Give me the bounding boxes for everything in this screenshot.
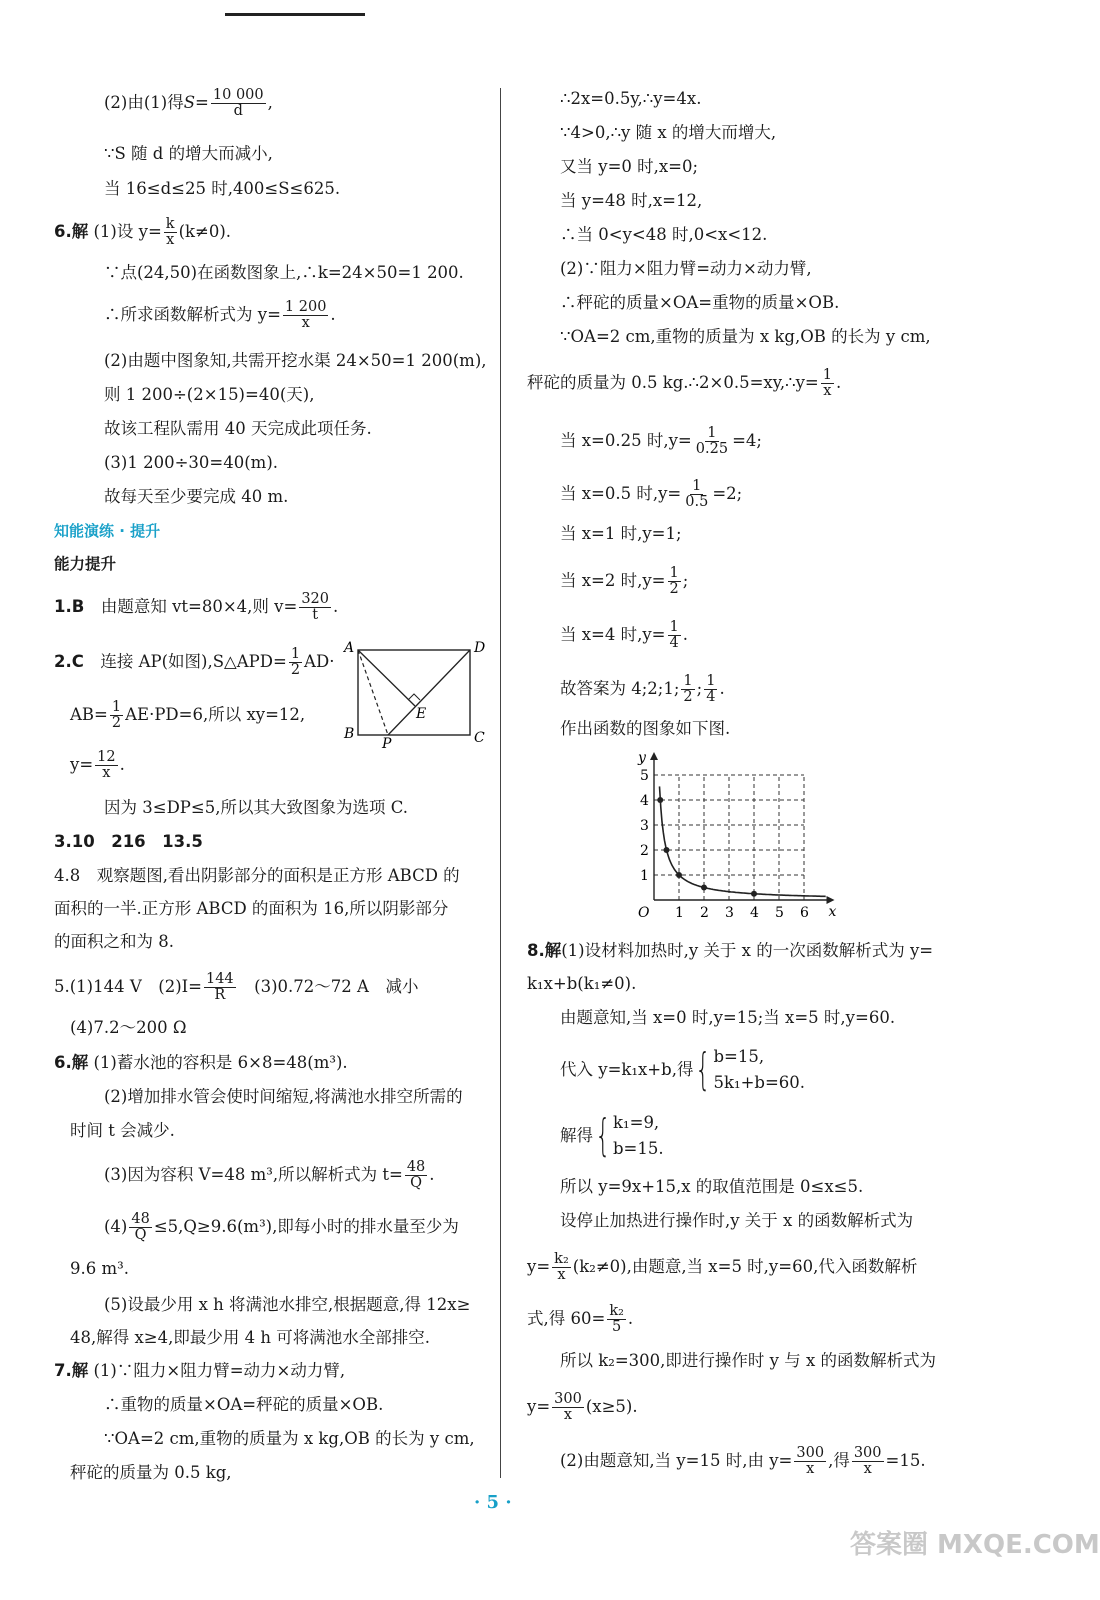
data-point — [664, 847, 670, 853]
question-4: 4.8 观察题图,看出阴影部分的面积是正方形 ABCD 的 — [54, 866, 460, 885]
question-3: 3.10 216 13.5 — [54, 832, 203, 851]
data-point — [751, 891, 757, 897]
label-D: D — [474, 640, 486, 656]
line: ∵OA=2 cm,重物的质量为 x kg,OB 的长为 y cm, — [560, 327, 931, 346]
line: (2)由题中图象知,共需开挖水渠 24×50=1 200(m), — [104, 351, 487, 370]
line: 代入 y=k₁x+b,得{ b=15, 5k₁+b=60. — [560, 1044, 806, 1095]
x-axis-arrow — [827, 896, 835, 904]
line: 当 x=0.25 时,y= $\frac{1}{0.25}$ =4; — [560, 425, 762, 457]
watermark: 答案圈 MXQE.COM — [850, 1530, 1100, 1560]
line: 当 x=4 时,y= $\frac{1}{4}$ . — [560, 619, 688, 651]
question-6b: 6.解 (1)蓄水池的容积是 6×8=48(m³). — [54, 1053, 348, 1072]
y-tick-label: 4 — [640, 793, 649, 809]
line: 式,得 60= $\frac{\text{k₂}}{5}$ . — [527, 1303, 634, 1335]
question-7: 7.解 (1)∵阻力×阻力臂=动力×动力臂, — [54, 1361, 346, 1380]
question-1: 1.B 由题意知 vt=80×4,则 v= $\frac{320}{t}$ . — [54, 591, 339, 623]
line: 面积的一半.正方形 ABCD 的面积为 16,所以阴影部分 — [54, 899, 449, 918]
line: 所以 y=9x+15,x 的取值范围是 0≤x≤5. — [560, 1177, 864, 1196]
section-title: 知能演练 · 提升 — [54, 522, 161, 540]
line: k₁x+b(k₁≠0). — [527, 974, 637, 993]
line: y= $\frac{300}{x}$ (x≥5). — [527, 1391, 638, 1423]
line: ∴2x=0.5y,∴y=4x. — [560, 89, 702, 108]
line: AB= $\frac{1}{2}$ AE·PD=6,所以 xy=12, — [70, 699, 306, 731]
x-tick-label: 1 — [675, 905, 684, 921]
origin-label: O — [638, 905, 650, 921]
line: ∵点(24,50)在函数图象上,∴k=24×50=1 200. — [104, 263, 464, 282]
y-tick-label: 3 — [640, 818, 649, 834]
line: 当 x=1 时,y=1; — [560, 524, 682, 543]
line: (3)因为容积 V=48 m³,所以解析式为 t= $\frac{48}{Q}$ . — [104, 1159, 435, 1191]
line: ∵OA=2 cm,重物的质量为 x kg,OB 的长为 y cm, — [104, 1429, 475, 1448]
line: (2)∵阻力×阻力臂=动力×动力臂, — [560, 259, 812, 278]
line: 故该工程队需用 40 天完成此项任务. — [104, 419, 372, 438]
line: (2)由题意知,当 y=15 时,由 y= $\frac{300}{x}$ ,得 $\frac{300}{x}$ =15. — [560, 1445, 926, 1477]
line: (4) $\frac{48}{Q}$ ≤5,Q≥9.6(m³),即每小时的排水量至少为 — [104, 1211, 459, 1243]
line: 秤砣的质量为 0.5 kg, — [70, 1463, 232, 1482]
data-point — [701, 885, 707, 891]
line: (3)1 200÷30=40(m). — [104, 453, 279, 472]
x-tick-label: 6 — [800, 905, 809, 921]
y-axis-arrow — [650, 752, 658, 760]
top-rule — [225, 13, 365, 16]
line: 故每天至少要完成 40 m. — [104, 487, 289, 506]
y-axis-label: y — [638, 750, 646, 766]
line: 解得{ k₁=9, b=15. — [560, 1110, 664, 1161]
label-B: B — [344, 726, 355, 742]
rectangle-figure — [340, 638, 490, 752]
line: 当 x=2 时,y= $\frac{1}{2}$ ; — [560, 565, 689, 597]
y-tick-label: 1 — [640, 868, 649, 884]
line: 作出函数的图象如下图. — [560, 719, 731, 738]
line: 秤砣的质量为 0.5 kg.∴2×0.5=xy,∴y= $\frac{1}{x}$ . — [527, 367, 842, 399]
page-number: · 5 · — [474, 1492, 512, 1513]
line: ∵S 随 d 的增大而减小, — [104, 144, 273, 163]
line: 所以 k₂=300,即进行操作时 y 与 x 的函数解析式为 — [560, 1351, 937, 1370]
line: 故答案为 4;2;1; $\frac{1}{2}$ ; $\frac{1}{4}$ . — [560, 673, 725, 705]
x-tick-label: 3 — [725, 905, 734, 921]
line: 48,解得 x≥4,即最少用 4 h 可将满池水全部排空. — [70, 1328, 430, 1347]
x-tick-label: 2 — [700, 905, 709, 921]
data-point — [676, 872, 682, 878]
question-5: 5.(1)144 V (2)I= $\frac{144}{R}$ (3)0.72～72 A 减小 — [54, 971, 419, 1003]
y-tick-label: 5 — [640, 768, 649, 784]
line: (2)增加排水管会使时间缩短,将满池水排空所需的 — [104, 1087, 463, 1106]
label-P: P — [382, 736, 392, 752]
series-line — [660, 786, 826, 896]
line: ∴秤砣的质量×OA=重物的质量×OB. — [560, 293, 840, 312]
line: 因为 3≤DP≤5,所以其大致图象为选项 C. — [104, 798, 408, 817]
data-point — [657, 797, 663, 803]
line: ∴重物的质量×OA=秤砣的质量×OB. — [104, 1395, 384, 1414]
line: (4)7.2～200 Ω — [70, 1018, 187, 1037]
line: 又当 y=0 时,x=0; — [560, 157, 699, 176]
function-graph — [630, 750, 837, 922]
subsection-title: 能力提升 — [54, 555, 117, 573]
line: 的面积之和为 8. — [54, 932, 174, 951]
line: ∴当 0<y<48 时,0<x<12. — [560, 225, 768, 244]
line: 当 x=0.5 时,y= $\frac{1}{0.5}$ =2; — [560, 478, 743, 510]
line: (2)由(1)得S= $\frac{10 000}{d}$ , — [104, 87, 273, 119]
line: ∴所求函数解析式为 y= $\frac{1 200}{x}$ . — [104, 299, 336, 331]
label-C: C — [474, 730, 485, 746]
line: 时间 t 会减少. — [70, 1121, 175, 1140]
x-tick-label: 5 — [775, 905, 784, 921]
question-2: 2.C 连接 AP(如图),S△APD= $\frac{1}{2}$ AD· — [54, 646, 335, 678]
label-E: E — [416, 706, 427, 722]
x-tick-label: 4 — [750, 905, 759, 921]
column-divider — [500, 88, 501, 1478]
line: (5)设最少用 x h 将满池水排空,根据题意,得 12x≥ — [104, 1295, 471, 1314]
label-A: A — [344, 640, 355, 656]
question-8: 8.解(1)设材料加热时,y 关于 x 的一次函数解析式为 y= — [527, 941, 934, 960]
line: 9.6 m³. — [70, 1259, 129, 1278]
y-tick-label: 2 — [640, 843, 649, 859]
line: 当 y=48 时,x=12, — [560, 191, 703, 210]
line: ∵4>0,∴y 随 x 的增大而增大, — [560, 123, 777, 142]
line: 则 1 200÷(2×15)=40(天), — [104, 385, 315, 404]
x-axis-label: x — [828, 904, 837, 920]
line: y= $\frac{12}{x}$ . — [70, 749, 125, 781]
line: 由题意知,当 x=0 时,y=15;当 x=5 时,y=60. — [560, 1008, 896, 1027]
line: 当 16≤d≤25 时,400≤S≤625. — [104, 179, 341, 198]
line: 设停止加热进行操作时,y 关于 x 的函数解析式为 — [560, 1211, 914, 1230]
question-6: 6.解 (1)设 y= $\frac{k}{x}$ (k≠0). — [54, 216, 232, 248]
line: y= $\frac{\text{k₂}}{x}$ (k₂≠0),由题意,当 x=5 时,y=60,代入函数解析 — [527, 1251, 918, 1283]
